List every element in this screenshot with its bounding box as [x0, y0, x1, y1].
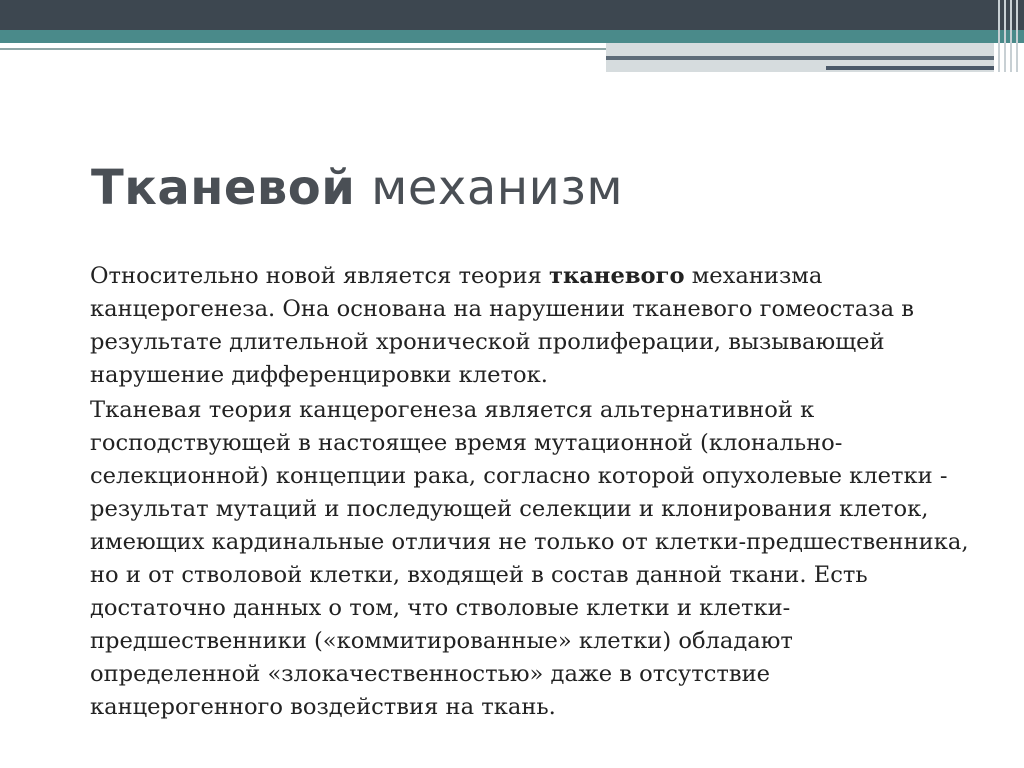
slide-title — [91, 160, 623, 216]
slide-body — [90, 260, 970, 726]
header-edge-lines — [994, 0, 1024, 72]
slide-title-rest: механизм — [355, 160, 624, 216]
slide-title-bold: Тканевой — [91, 160, 356, 216]
paragraph-2: Тканевая теория канцерогенеза является альтернативной к господствующей в настоящее время мутационной (клонально-селекционной) концепции рака, согласно которой опухолевые клетки - результат мутаций и последующей селекции и клонирования клеток, имеющих кардинальные отличия не только от клетки-предшественника, но и от стволовой клетки, входящей в состав данной ткани. Есть достаточно данных о том, что стволовые клетки и клетки-предшественники («коммитированные» клетки) обладают определенной «злокачественностью» даже в отсутствие канцерогенного воздействия на ткань. — [90, 397, 969, 720]
header-bar-dark — [0, 0, 1024, 30]
header-thin-line — [0, 48, 606, 50]
header-accent-line-short — [826, 66, 994, 70]
paragraph-1-end: механизма канцерогенеза. Она основана на нарушении тканевого гомеостаза в результате длительной хронической пролиферации, вызывающей нарушение дифференцировки клеток. — [90, 263, 914, 388]
paragraph-1 — [90, 260, 970, 392]
header-accent-line — [606, 56, 994, 60]
paragraph-1-start: Относительно новой является теория — [90, 263, 549, 289]
paragraph-1-bold: тканевого — [548, 263, 685, 289]
header-bar-teal — [0, 30, 1024, 43]
